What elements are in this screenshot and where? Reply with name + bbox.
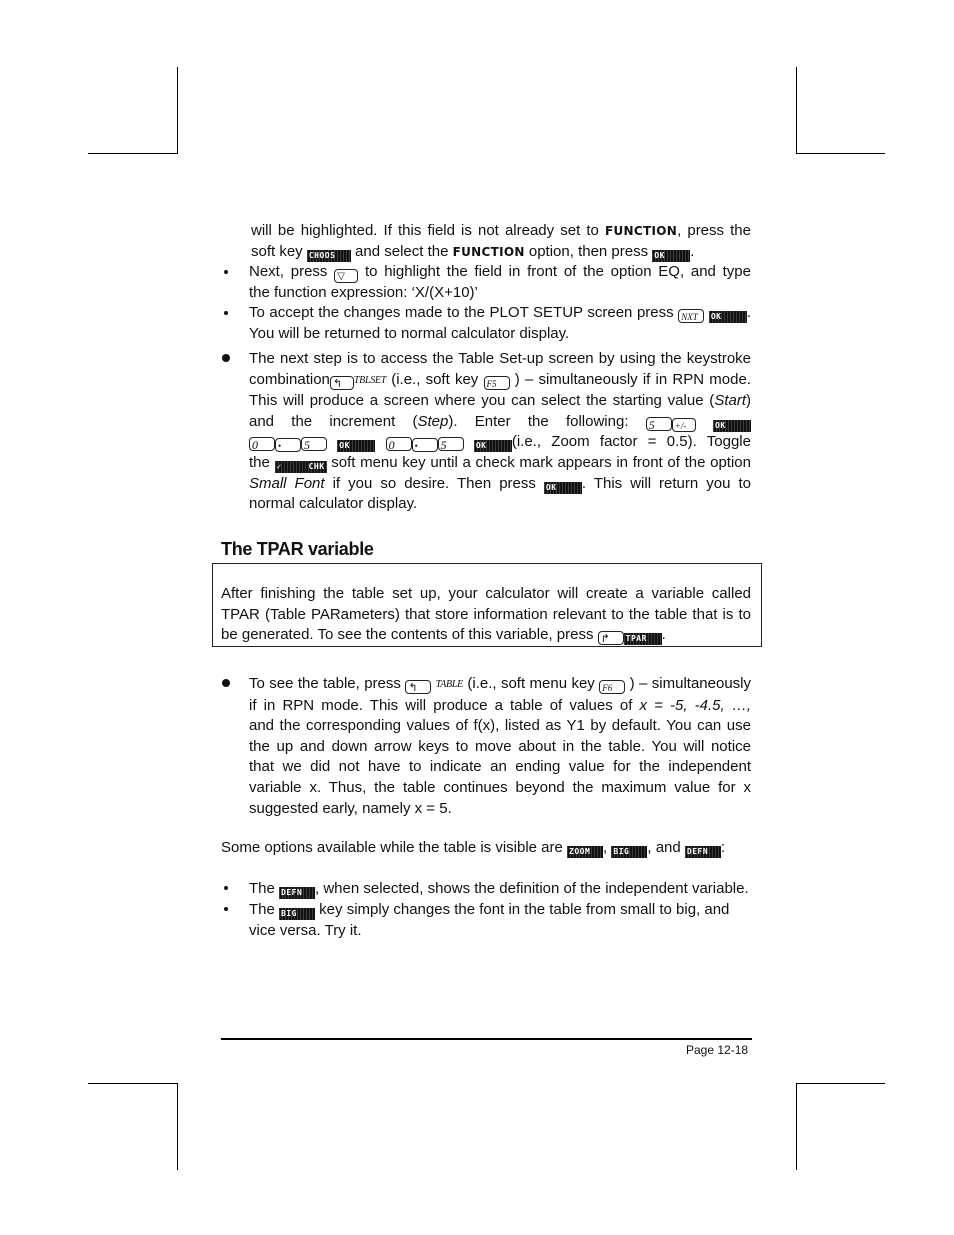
defn-softkey-icon: DEFN [279, 887, 315, 899]
ok-softkey-icon: OK [713, 420, 751, 432]
footer-rule [221, 1038, 752, 1040]
tpar-box-text: After finishing the table set up, your calculator will create a variable called TPAR (Table PARameters) that store information relevant to the table that is to be generated. To see the contents of this variable, press ↱ TPAR . [221, 585, 751, 646]
ok-softkey-icon: OK [652, 250, 690, 262]
choos-softkey-icon: CHOOS [307, 250, 351, 262]
bullet-marker [222, 268, 230, 276]
continuation-paragraph: will be highlighted. If this field is not already set to FUNCTION, press the soft key CHOOS and select the FUNCTION option, then press OK . [251, 222, 751, 260]
left-shift-key-icon: ↰ [405, 680, 431, 694]
tpar-softkey-icon: TPAR [624, 633, 662, 645]
ok-softkey-icon: OK [544, 482, 582, 494]
page-number: Page 12-18 [686, 1043, 749, 1057]
ok-softkey-icon: OK [474, 440, 512, 452]
zoom-softkey-icon: ZOOM [567, 846, 603, 858]
left-shift-key-icon: ↰ [330, 376, 354, 390]
bullet-marker [222, 309, 230, 317]
f5-key-icon: F5 [484, 376, 510, 390]
bullet-see-table-text: To see the table, press ↰ TABLE (i.e., soft menu key F6 ) – simultaneously if in RPN mode. This will produce a table of values of x = -5, -4.5, …, and the corresponding values of f(x), listed as Y1 by default. You can use the up and down arrow keys to move about in the table. You will notice that we did not have to indicate an ending value for the independent variable x. Thus, the table continues beyond the maximum value for x suggested early, namely x = 5. [249, 675, 752, 817]
key-5-icon: 5 [301, 437, 327, 451]
crop-mark [796, 67, 797, 154]
bullet-big-text: The BIG key simply changes the font in the table from small to big, and vice versa. Try it. [249, 901, 730, 939]
bullet-marker [222, 679, 230, 687]
bullet-defn-text: The DEFN , when selected, shows the definition of the independent variable. [249, 880, 749, 897]
ok-softkey-icon: OK [709, 311, 747, 323]
ok-softkey-icon: OK [337, 440, 375, 452]
crop-mark [177, 1083, 178, 1170]
crop-mark [796, 1083, 797, 1170]
key-0-icon: 0 [386, 437, 412, 451]
nxt-key-icon: NXT [678, 309, 704, 323]
crop-mark [797, 153, 885, 154]
crop-mark [88, 1083, 177, 1084]
big-softkey-icon: BIG [279, 908, 315, 920]
bullet-marker [222, 884, 230, 892]
bullet-table-setup-text: The next step is to access the Table Set-up screen by using the keystroke combination ↰ TBLSET (i.e., soft key F5 ) – simultaneously if in RPN mode. This will produce a screen where you can select the starting value (Start) and the increment (Step). Enter the following: 5 +/- OK 0 • 5 OK 0 • 5 OK (i.e., Zoom factor = 0.5). Toggle the ✓CHK soft menu key until a check mark appears in front of the option Small Font if you so desire. Then press OK . This will return you to normal calculator display. [249, 350, 751, 513]
section-heading: The TPAR variable [221, 539, 374, 559]
tblset-label: TBLSET [353, 374, 386, 386]
bullet-accept-text: To accept the changes made to the PLOT SETUP screen press NXT OK . You will be returned to normal calculator display. [249, 304, 751, 342]
down-arrow-key-icon: ▽ [334, 269, 358, 283]
table-label: TABLE [435, 679, 463, 690]
options-paragraph: Some options available while the table is visible are ZOOM , BIG , and DEFN : [221, 839, 726, 856]
crop-mark [88, 153, 177, 154]
key-5-icon: 5 [438, 437, 464, 451]
plusminus-key-icon: +/- [672, 418, 696, 432]
crop-mark [177, 67, 178, 154]
right-shift-key-icon: ↱ [598, 631, 624, 645]
bullet-next-text: Next, press ▽ to highlight the field in front of the option EQ, and type the function expression: ‘X/(X+10)’ [249, 263, 751, 301]
dot-key-icon: • [275, 438, 301, 452]
f6-key-icon: F6 [599, 680, 625, 694]
crop-mark [797, 1083, 885, 1084]
big-softkey-icon: BIG [611, 846, 647, 858]
key-5-icon: 5 [646, 417, 672, 431]
key-0-icon: 0 [249, 437, 275, 451]
dot-key-icon: • [412, 438, 438, 452]
defn-softkey-icon: DEFN [685, 846, 721, 858]
bullet-marker [222, 354, 230, 362]
check-softkey-icon: ✓CHK [276, 461, 325, 471]
bullet-marker [222, 905, 230, 913]
